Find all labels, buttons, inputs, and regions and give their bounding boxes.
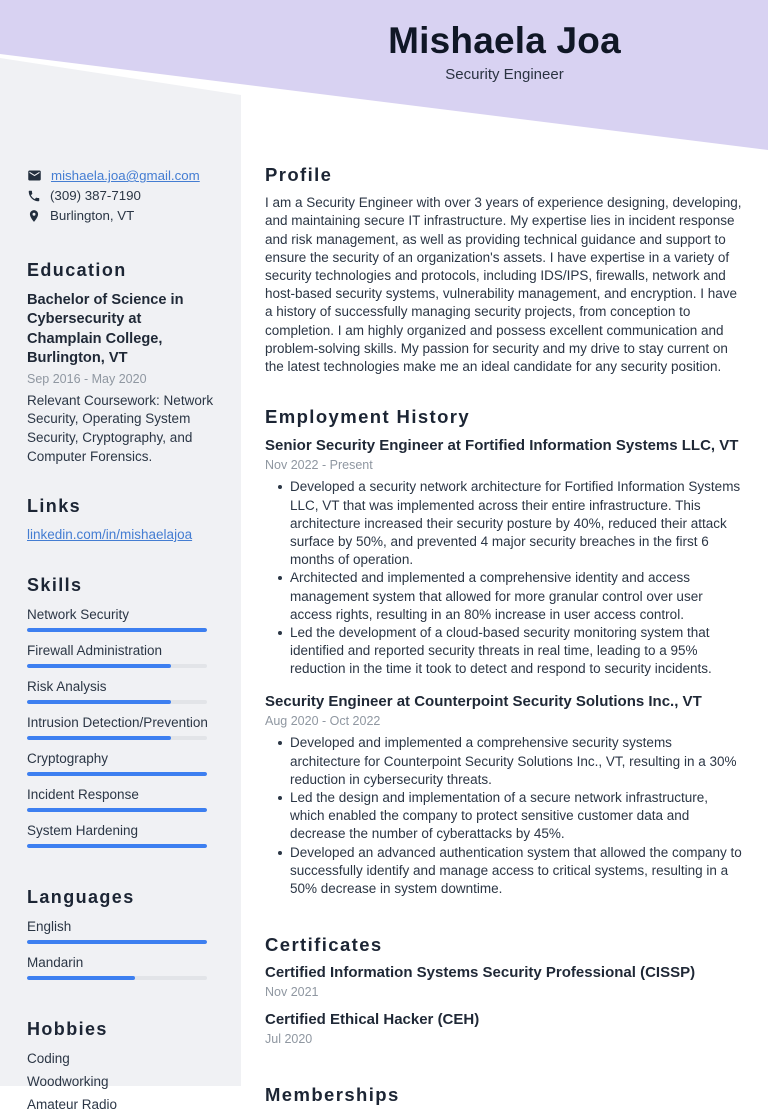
job-entry-dates: Aug 2020 - Oct 2022 [265, 714, 381, 729]
job-bullet: Led the design and implementation of a secure network infrastructure, which enabled the company to protect sensitive customer data and decrease the number of cyberattacks by 45%. [265, 789, 742, 844]
hobbies-heading: Hobbies [27, 1018, 108, 1039]
map-pin-icon [27, 209, 41, 223]
memberships-heading: Memberships [265, 1083, 400, 1105]
languages-heading: Languages [27, 886, 135, 907]
person-name: Mishaela Joa [388, 20, 621, 61]
job-bullet: Developed an advanced authentication system that allowed the company to successfully identify and manage access to critical systems, resulting in a 50% decrease in system downtime. [265, 844, 742, 899]
skill-item [27, 750, 214, 776]
contact-phone-row [27, 186, 214, 205]
skill-bar [27, 664, 207, 668]
job-entry-title: Senior Security Engineer at Fortified Information Systems LLC, VT [265, 436, 739, 454]
skill-bar [27, 736, 207, 740]
hobby-item: Coding [27, 1051, 70, 1067]
employment-entry [265, 437, 742, 679]
skill-item [27, 714, 214, 740]
certificates-heading: Certificates [265, 934, 383, 956]
profile-text: I am a Security Engineer with over 3 years of experience designing, developing, and maintaining secure IT infrastructure. My expertise lies in incident response and risk management, as well as providing technical guidance and support to ensure the security of an organization's assets. I have expertise in a variety of security technologies and protocols, including IDS/IPS, firewalls, network and host-based security systems, vulnerability management, and encryption. I have a history of successfully managing security projects, from conception to completion. I am highly organized and possess excellent communication and problem-solving skills. My passion for security and my drive to stay current on the latest technologies make me an ideal candidate for any security position. [265, 195, 742, 375]
links-heading: Links [27, 496, 82, 517]
skill-label: Cryptography [27, 750, 109, 766]
skill-bar [27, 808, 207, 812]
hobby-item: Amateur Radio [27, 1097, 118, 1113]
skill-bar [27, 700, 207, 704]
language-bar [27, 940, 207, 944]
phone-number: (309) 387-7190 [50, 188, 141, 203]
language-label: English [27, 918, 72, 934]
language-item [27, 918, 214, 944]
education-dates: Sep 2016 - May 2020 [27, 371, 147, 386]
skill-item [27, 822, 214, 848]
skill-item [27, 786, 214, 812]
envelope-icon [27, 168, 42, 183]
certificate-entry [265, 1011, 742, 1046]
skill-bar [27, 844, 207, 848]
skill-item [27, 642, 214, 668]
skill-label: Risk Analysis [27, 678, 107, 694]
skill-bar [27, 628, 207, 632]
profile-heading: Profile [265, 164, 333, 185]
skill-label: Firewall Administration [27, 642, 163, 658]
education-heading: Education [27, 260, 127, 280]
job-bullet: Led the development of a cloud-based security monitoring system that identified and reported security threats in real time, leading to a 95% reduction in the time it took to detect and respond to security incidents. [265, 624, 742, 679]
sidebar [27, 166, 214, 1116]
language-label: Mandarin [27, 954, 84, 970]
skill-item [27, 678, 214, 704]
location-text: Burlington, VT [50, 208, 135, 223]
education-description: Relevant Coursework: Network Security, Operating System Security, Cryptography, and Computer Forensics. [27, 392, 214, 464]
job-bullet-list [265, 478, 742, 678]
certificate-title: Certified Ethical Hacker (CEH) [265, 1011, 480, 1029]
contact-email-row [27, 166, 214, 185]
education-degree: Bachelor of Science in Cybersecurity at Champlain College, Burlington, VT [27, 291, 184, 367]
job-bullet: Developed and implemented a comprehensive security systems architecture for Counterpoint Security Solutions Inc., VT, resulting in a 30% reduction in cybersecurity threats. [265, 734, 742, 789]
skill-label: System Hardening [27, 822, 139, 838]
contact-location-row [27, 206, 214, 225]
skill-label: Intrusion Detection/Prevention [27, 714, 208, 730]
language-item [27, 954, 214, 980]
phone-icon [27, 189, 41, 203]
certificate-date: Nov 2021 [265, 985, 319, 1000]
skill-label: Incident Response [27, 786, 139, 802]
hobby-item: Woodworking [27, 1074, 109, 1090]
hobby-list [27, 1047, 214, 1116]
job-bullet: Developed a security network architecture for Fortified Information Systems LLC, VT that was implemented across their entire infrastructure. This architecture increased their security posture by 40%, reduced their attack surface by 50%, and prevented 4 major security breaches in the first 6 months of operation. [265, 478, 742, 569]
person-job-title: Security Engineer [445, 65, 564, 83]
job-entry-dates: Nov 2022 - Present [265, 458, 373, 473]
skill-item [27, 606, 214, 632]
job-bullet: Architected and implemented a comprehensive identity and access management system that allowed for more granular control over user access rights, resulting in an 80% increase in user access control. [265, 569, 742, 624]
language-bar [27, 976, 207, 980]
skills-heading: Skills [27, 574, 83, 595]
certificate-entry [265, 964, 742, 999]
skill-label: Network Security [27, 606, 130, 622]
certificate-date: Jul 2020 [265, 1031, 313, 1046]
link-item [27, 527, 214, 542]
main-content [265, 156, 742, 1105]
skill-bar [27, 772, 207, 776]
resume-header [241, 22, 768, 83]
employment-heading: Employment History [265, 406, 471, 428]
job-bullet-list [265, 734, 742, 898]
job-entry-title: Security Engineer at Counterpoint Security Solutions Inc., VT [265, 692, 702, 710]
linkedin-link[interactable]: linkedin.com/in/mishaelajoa [27, 526, 193, 542]
certificate-title: Certified Information Systems Security Professional (CISSP) [265, 964, 696, 982]
email-link[interactable]: mishaela.joa@gmail.com [51, 168, 200, 183]
employment-entry [265, 693, 742, 899]
